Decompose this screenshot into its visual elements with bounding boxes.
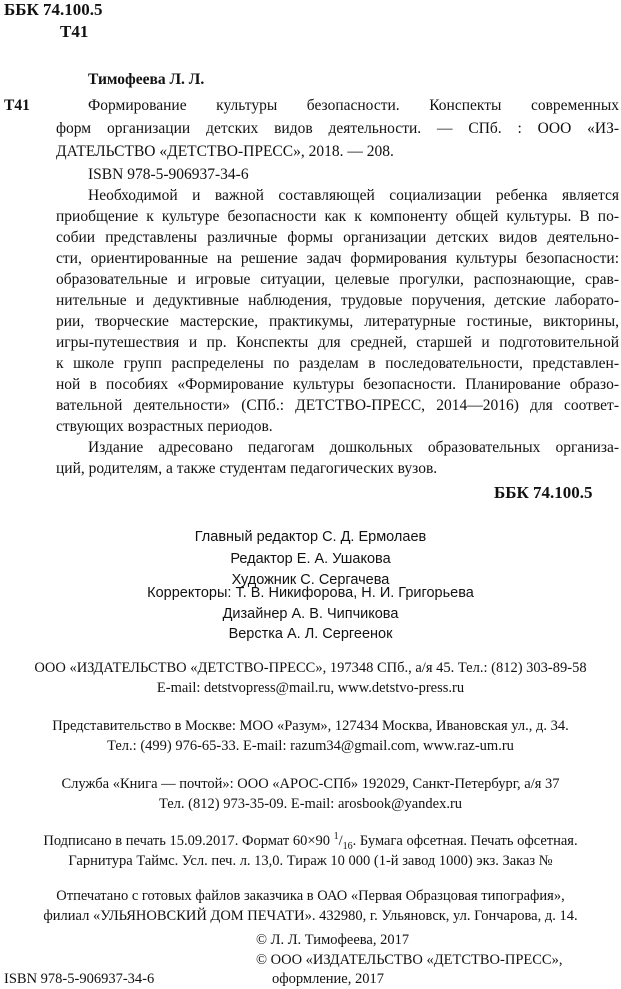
abstract-line: образовательные и игровые ситуации, целевые прогулки, распознающие, срав- — [56, 271, 619, 288]
bbk-footer: ББК 74.100.5 — [494, 483, 593, 502]
printer-line-2: филиал «УЛЬЯНОВСКИЙ ДОМ ПЕЧАТИ». 432980, г. Ульяновск, ул. Гончарова, д. 14. — [43, 908, 578, 924]
copyright-design: оформление, 2017 — [272, 971, 384, 987]
print-info-line-2: Гарнитура Таймс. Усл. печ. л. 13,0. Тираж 10 000 (1-й завод 1000) экз. Заказ № — [68, 853, 553, 869]
copyright-publisher: © ООО «ИЗДАТЕЛЬСТВО «ДЕТСТВО-ПРЕСС», — [256, 952, 563, 968]
publisher-line-1: ООО «ИЗДАТЕЛЬСТВО «ДЕТСТВО-ПРЕСС», 197348 СПб., а/я 45. Тел.: (812) 303-89-58 — [34, 660, 587, 676]
bibliography-line-1: Формирование культуры безопасности. Конспекты современных — [88, 97, 619, 114]
print-info-line-1: Подписано в печать 15.09.2017. Формат 60×90 $^1/_{16}$. Бумага офсетная. Печать офсетная. — [43, 831, 578, 852]
isbn-line: ISBN 978-5-906937-34-6 — [88, 166, 249, 183]
copyright-author: © Л. Л. Тимофеева, 2017 — [256, 932, 410, 948]
moscow-line-1: Представительство в Москве: МОО «Разум», 127434 Москва, Ивановская ул., д. 34. — [52, 718, 569, 734]
abstract-line: Издание адресовано педагогам дошкольных образовательных организа- — [88, 439, 619, 456]
bibliography-line-2: форм организации детских видов деятельности. — СПб. : ООО «ИЗ- — [56, 120, 619, 137]
abstract-line: вательной деятельности» (СПб.: ДЕТСТВО-ПРЕСС, 2014—2016) для соответ- — [56, 397, 619, 414]
publisher-line-2: E-mail: detstvopress@mail.ru, www.detstvo-press.ru — [156, 680, 465, 696]
abstract-line: ной в пособиях «Формирование культуры безопасности. Планирование образо- — [56, 376, 619, 393]
printer-line-1: Отпечатано с готовых файлов заказчика в ОАО «Первая Образцовая типография», — [56, 888, 565, 904]
abstract-line: нительные и дедуктивные наблюдения, трудовые поручения, детские лаборато- — [56, 292, 619, 309]
moscow-line-2: Тел.: (499) 976-65-33. E-mail: razum34@gmail.com, www.raz-um.ru — [107, 738, 514, 754]
isbn-footer: ISBN 978-5-906937-34-6 — [4, 971, 155, 987]
author-mark: Т41 — [60, 22, 89, 41]
abstract-line: ствующих возрастных периодов. — [56, 418, 273, 435]
bibliography-line-3: ДАТЕЛЬСТВО «ДЕТСТВО-ПРЕСС», 2018. — 208. — [56, 143, 394, 160]
credit-line: Главный редактор С. Д. Ермолаев — [194, 529, 427, 545]
bbk-code: ББК 74.100.5 — [4, 0, 103, 19]
credit-line: Дизайнер А. В. Чипчикова — [222, 606, 399, 622]
abstract-line: рии, творческие мастерские, практикумы, литературные гостиные, викторины, — [56, 313, 619, 330]
mail-service-line-1: Служба «Книга — почтой»: ООО «АРОС-СПб» 192029, Санкт-Петербург, а/я 37 — [61, 776, 560, 792]
mail-service-line-2: Тел. (812) 973-35-09. E-mail: arosbook@yandex.ru — [158, 796, 463, 812]
credit-line: Редактор Е. А. Ушакова — [230, 551, 391, 567]
credit-line: Верстка А. Л. Сергеенок — [228, 626, 393, 642]
author-mark-left: Т41 — [4, 97, 30, 114]
abstract-line: приобщение к культуре безопасности как к компоненту общей культуры. В по- — [56, 208, 619, 225]
abstract-line: к школе групп распределены по разделам в последовательности, представлен- — [56, 355, 619, 372]
credit-line: Художник С. Сергачева — [231, 572, 390, 588]
credit-line: Корректоры: Т. В. Никифорова, Н. И. Григорьева — [147, 585, 474, 601]
abstract-line: Необходимой и важной составляющей социализации ребенка является — [88, 187, 619, 204]
abstract-line: сти, ориентированные на решение задач формирования культуры безопасности: — [56, 250, 619, 267]
abstract-line: игры-путешествия и пр. Конспекты для средней, старшей и подготовительной — [56, 334, 619, 351]
author-name: Тимофеева Л. Л. — [88, 71, 205, 88]
abstract-line: ций, родителям, а также студентам педагогических вузов. — [56, 460, 438, 477]
abstract-line: собии представлены различные формы организации детских видов деятельно- — [56, 229, 619, 246]
